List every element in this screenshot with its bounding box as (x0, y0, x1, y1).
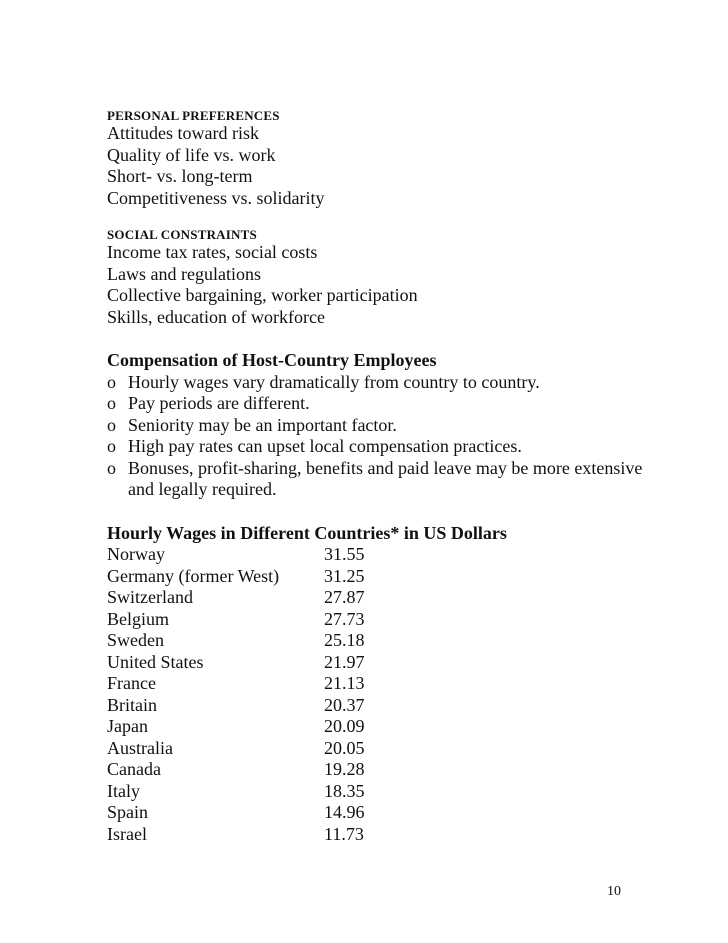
personal-preference-item: Short- vs. long-term (107, 166, 253, 186)
country-cell: Belgium (107, 608, 169, 629)
bullet-text: Hourly wages vary dramatically from country to country. (128, 371, 540, 392)
social-constraints-heading: SOCIAL CONSTRAINTS (107, 227, 257, 242)
social-constraint-item: Skills, education of workforce (107, 306, 325, 327)
table-row (107, 609, 365, 631)
social-constraint-item: Collective bargaining, worker participation (107, 285, 418, 305)
wage-cell: 14.96 (324, 802, 365, 822)
list-item (107, 372, 667, 394)
country-cell: Canada (107, 759, 161, 779)
bullet-text: Bonuses, profit-sharing, benefits and paid leave may be more extensive and legally required. (128, 457, 643, 499)
list-item (107, 393, 667, 415)
wages-section (107, 523, 667, 846)
wage-cell: 25.18 (324, 630, 365, 650)
personal-preferences-section (107, 108, 667, 209)
wage-cell: 27.73 (324, 608, 365, 629)
table-row (107, 673, 365, 695)
bullet-text: Pay periods are different. (128, 393, 310, 413)
country-cell: Britain (107, 694, 157, 715)
wage-cell: 21.13 (324, 673, 365, 693)
bullet-icon: o (107, 414, 116, 435)
table-row (107, 824, 365, 846)
page-number: 10 (607, 884, 621, 899)
compensation-heading: Compensation of Host-Country Employees (107, 350, 437, 370)
personal-preference-item: Attitudes toward risk (107, 123, 259, 143)
social-constraints-section (107, 227, 667, 328)
wages-heading: Hourly Wages in Different Countries* in US Dollars (107, 522, 507, 543)
table-row (107, 544, 365, 566)
country-cell: Japan (107, 716, 148, 736)
table-row (107, 802, 365, 824)
table-row (107, 630, 365, 652)
table-row (107, 716, 365, 738)
social-constraint-item: Laws and regulations (107, 263, 261, 284)
personal-preference-item: Quality of life vs. work (107, 144, 276, 165)
personal-preferences-heading: PERSONAL PREFERENCES (107, 108, 280, 123)
wage-cell: 11.73 (324, 823, 364, 844)
list-item (107, 436, 667, 458)
wage-cell: 20.05 (324, 737, 365, 758)
table-row (107, 652, 365, 674)
wage-cell: 31.25 (324, 565, 365, 586)
table-row (107, 695, 365, 717)
table-row (107, 566, 365, 588)
bullet-icon: o (107, 457, 116, 478)
country-cell: Israel (107, 823, 147, 844)
list-item (107, 458, 667, 501)
country-cell: Sweden (107, 630, 164, 650)
social-constraint-item: Income tax rates, social costs (107, 242, 318, 262)
document-page (107, 108, 667, 845)
country-cell: Switzerland (107, 587, 193, 607)
wage-cell: 19.28 (324, 759, 365, 779)
personal-preference-item: Competitiveness vs. solidarity (107, 187, 325, 208)
wage-cell: 27.87 (324, 587, 365, 607)
country-cell: Germany (former West) (107, 565, 280, 586)
country-cell: Australia (107, 737, 173, 758)
compensation-section (107, 350, 667, 501)
country-cell: France (107, 673, 156, 693)
country-cell: United States (107, 651, 204, 672)
wage-cell: 31.55 (324, 544, 365, 564)
country-cell: Norway (107, 544, 165, 564)
bullet-icon: o (107, 393, 116, 413)
wages-table (107, 544, 365, 845)
table-row (107, 759, 365, 781)
wage-cell: 18.35 (324, 780, 365, 801)
country-cell: Italy (107, 780, 140, 801)
bullet-text: High pay rates can upset local compensation practices. (128, 436, 522, 456)
wage-cell: 20.37 (324, 694, 365, 715)
bullet-text: Seniority may be an important factor. (128, 414, 397, 435)
table-row (107, 587, 365, 609)
table-row (107, 738, 365, 760)
bullet-icon: o (107, 436, 116, 456)
list-item (107, 415, 667, 437)
compensation-bullet-list (107, 372, 667, 501)
country-cell: Spain (107, 802, 149, 822)
wage-cell: 21.97 (324, 651, 365, 672)
table-row (107, 781, 365, 803)
bullet-icon: o (107, 371, 116, 392)
wage-cell: 20.09 (324, 716, 365, 736)
